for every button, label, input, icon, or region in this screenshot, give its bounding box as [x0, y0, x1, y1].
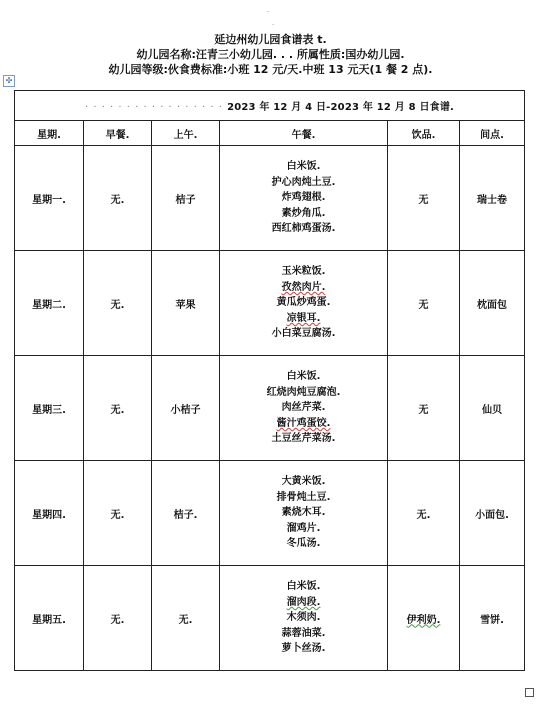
breakfast-cell: 无. — [84, 461, 152, 566]
drink-cell: 无 — [388, 251, 460, 356]
day-cell: 星期一. — [15, 146, 84, 251]
morning-cell: 苹果 — [152, 251, 220, 356]
weekly-menu-table — [14, 90, 525, 671]
document-header — [0, 32, 541, 77]
lunch-item-text: 孜然肉片. — [281, 281, 326, 293]
morning-cell: 桔子 — [152, 146, 220, 251]
snack-cell: 小面包. — [460, 461, 525, 566]
lunch-item: 小白菜豆腐汤. — [271, 328, 336, 340]
lunch-item: 素烧木耳. — [281, 507, 326, 519]
day-cell: 星期二. — [15, 251, 84, 356]
lunch-item: 木须肉. — [286, 612, 321, 624]
snack-cell: 瑞士卷 — [460, 146, 525, 251]
column-header-morning: 上午. — [152, 121, 220, 146]
lunch-item — [220, 416, 387, 432]
lunch-item: 素炒角瓜. — [281, 207, 326, 219]
drink-cell — [388, 566, 460, 671]
drink-text: 伊利奶. — [406, 614, 441, 626]
table-header-row — [15, 121, 525, 146]
lunch-item: 黄瓜炒鸡蛋. — [276, 297, 331, 309]
breakfast-cell: 无. — [84, 356, 152, 461]
day-cell: 星期三. — [15, 356, 84, 461]
column-header-breakfast: 早餐. — [84, 121, 152, 146]
lunch-cell — [220, 146, 388, 251]
table-row — [15, 461, 525, 566]
lunch-item: 护心肉炖土豆. — [271, 176, 336, 188]
lunch-item: 萝卜丝汤. — [281, 643, 326, 655]
lunch-cell — [220, 566, 388, 671]
paragraph-mark: . — [272, 19, 275, 27]
table-resize-handle[interactable] — [525, 688, 534, 697]
morning-cell: 小桔子 — [152, 356, 220, 461]
lunch-item: 大黄米饭. — [281, 476, 326, 488]
kindergarten-grade-line: 幼儿园等级:伙食费标准:小班 12 元/天.中班 13 元天(1 餐 2 点). — [108, 63, 433, 76]
menu-date-range: 2023 年 12 月 4 日-2023 年 12 月 8 日食谱. — [227, 102, 455, 113]
lunch-item: 炸鸡翅根. — [281, 192, 326, 204]
breakfast-cell: 无. — [84, 251, 152, 356]
day-cell: 星期五. — [15, 566, 84, 671]
table-row — [15, 251, 525, 356]
lunch-item — [220, 595, 387, 611]
lunch-item: 排骨炖土豆. — [276, 491, 331, 503]
column-header-drink: 饮品. — [388, 121, 460, 146]
lunch-item: 西红柿鸡蛋汤. — [271, 223, 336, 235]
table-move-handle-icon[interactable]: ✣ — [3, 75, 15, 87]
lunch-item — [220, 280, 387, 296]
day-cell: 星期四. — [15, 461, 84, 566]
drink-cell: 无 — [388, 356, 460, 461]
dotted-leader: · · · · · · · · · · · · · · · · · — [84, 102, 228, 113]
lunch-item: 溜鸡片. — [286, 522, 321, 534]
column-header-snack: 间点. — [460, 121, 525, 146]
lunch-item: 白米饭. — [286, 161, 321, 173]
table-row — [15, 566, 525, 671]
document-title: 延边州幼儿园食谱表 t. — [214, 33, 327, 46]
morning-cell: 无. — [152, 566, 220, 671]
snack-cell: 枕面包 — [460, 251, 525, 356]
lunch-item: 土豆丝芹菜汤. — [271, 433, 336, 445]
lunch-item-text: 酱汁鸡蛋饺. — [276, 417, 331, 429]
lunch-item-text: 溜肉段. — [286, 596, 321, 608]
drink-cell: 无 — [388, 146, 460, 251]
table-row — [15, 356, 525, 461]
lunch-item: 白米饭. — [286, 371, 321, 383]
lunch-item: 蒜蓉油菜. — [281, 627, 326, 639]
lunch-item: 肉丝芹菜. — [281, 402, 326, 414]
lunch-item: 冬瓜汤. — [286, 538, 321, 550]
drink-cell: 无. — [388, 461, 460, 566]
morning-cell: 桔子. — [152, 461, 220, 566]
lunch-item: 白米饭. — [286, 581, 321, 593]
menu-date-title — [15, 91, 525, 121]
paragraph-mark: . — [267, 6, 270, 14]
lunch-cell — [220, 461, 388, 566]
breakfast-cell: 无. — [84, 146, 152, 251]
table-row — [15, 146, 525, 251]
lunch-item: 玉米粒饭. — [281, 266, 326, 278]
lunch-item: 红烧肉炖豆腐泡. — [266, 386, 341, 398]
column-header-lunch: 午餐. — [220, 121, 388, 146]
snack-cell: 仙贝 — [460, 356, 525, 461]
kindergarten-name-line: 幼儿园名称:汪青三小幼儿园. . . 所属性质:国办幼儿园. — [136, 48, 405, 61]
breakfast-cell: 无. — [84, 566, 152, 671]
lunch-item — [220, 311, 387, 327]
lunch-cell — [220, 356, 388, 461]
lunch-cell — [220, 251, 388, 356]
snack-cell: 雪饼. — [460, 566, 525, 671]
column-header-day: 星期. — [15, 121, 84, 146]
table-title-row — [15, 91, 525, 121]
lunch-item-text: 凉银耳. — [286, 312, 321, 324]
